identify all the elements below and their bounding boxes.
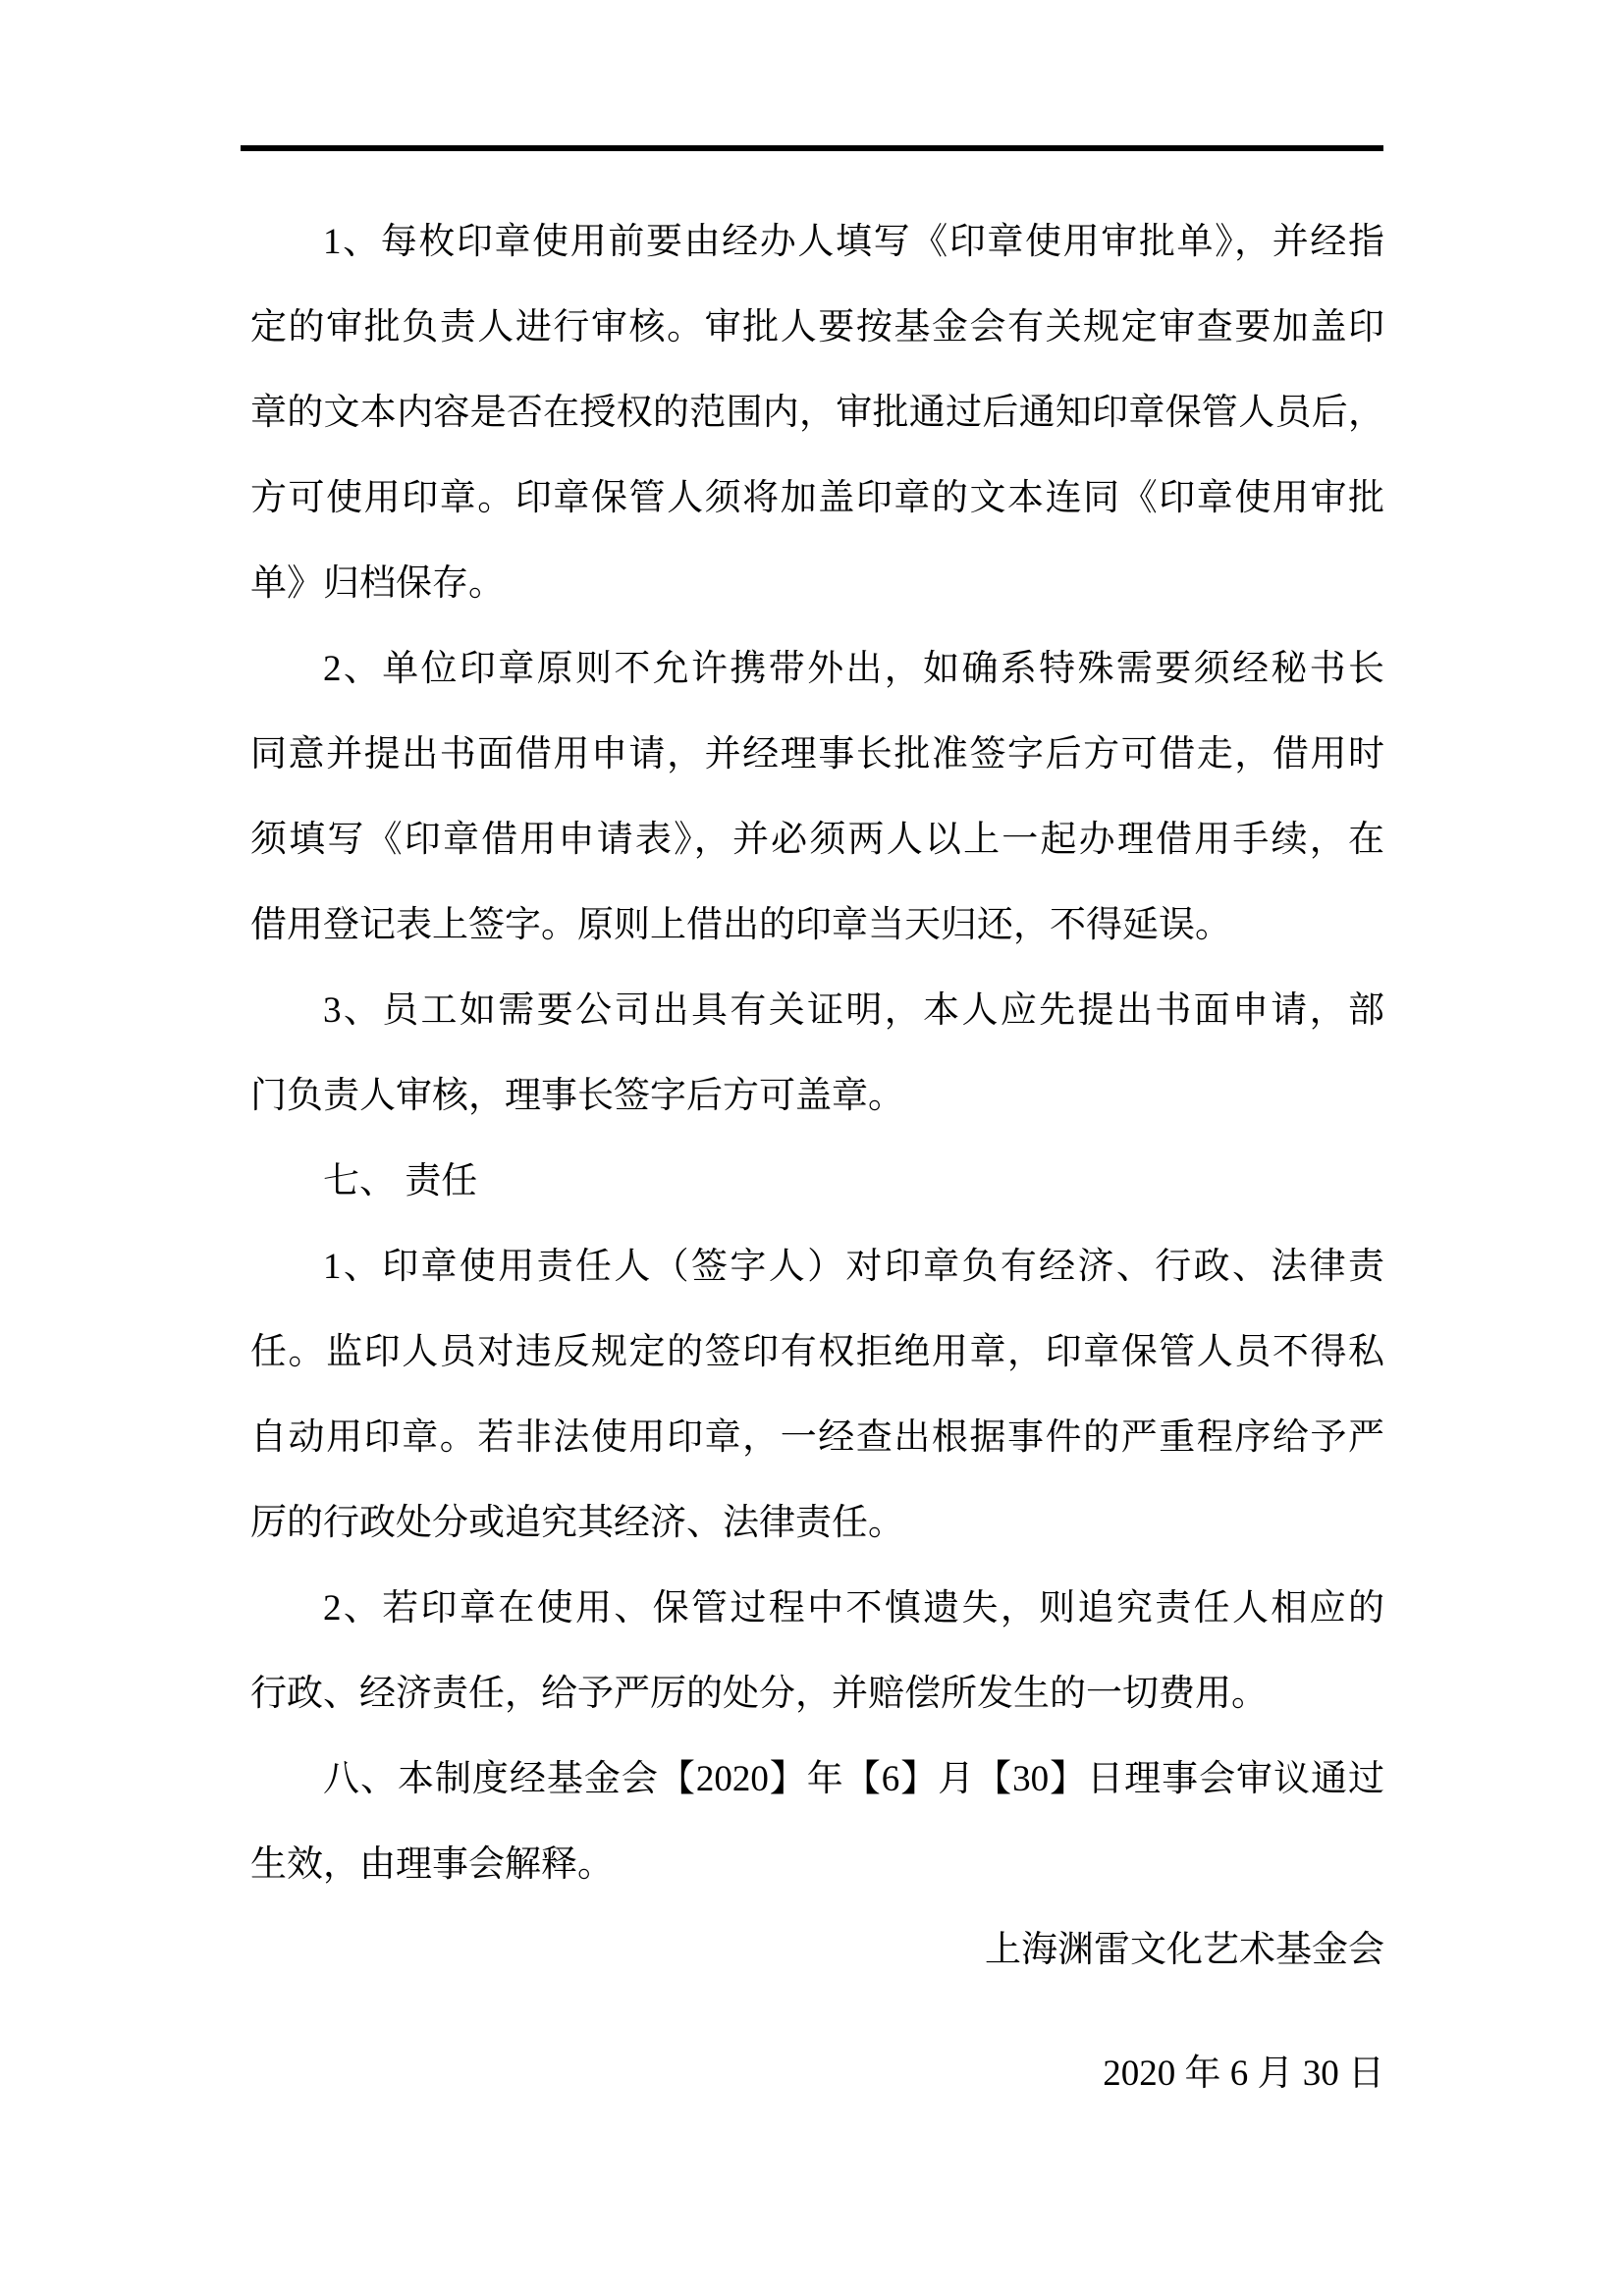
text-line: 2、单位印章原则不允许携带外出，如确系特殊需要须经秘书长 (323, 649, 1384, 689)
text-line: 2、若印章在使用、保管过程中不慎遗失，则追究责任人相应的 (323, 1588, 1384, 1629)
signature-date: 2020 年 6 月 30 日 (1103, 2054, 1384, 2094)
text-line: 单》归档保存。 (250, 563, 505, 604)
text-line: 任。监印人员对违反规定的签印有权拒绝用章，印章保管人员不得私 (250, 1332, 1384, 1372)
text-line: 3、员工如需要公司出具有关证明，本人应先提出书面申请，部 (323, 990, 1384, 1031)
text-line: 八、本制度经基金会【2020】年【6】月【30】日理事会审议通过 (323, 1759, 1384, 1799)
section-heading-7: 七、 责任 (323, 1161, 478, 1201)
text-line: 须填写《印章借用申请表》，并必须两人以上一起办理借用手续，在 (250, 820, 1384, 860)
signature-org: 上海渊雷文化艺术基金会 (985, 1930, 1384, 1970)
text-line: 行政、经济责任，给予严厉的处分，并赔偿所发生的一切费用。 (250, 1674, 1268, 1714)
document-body (250, 199, 1384, 2116)
header-rule (241, 145, 1383, 151)
text-line: 自动用印章。若非法使用印章，一经查出根据事件的严重程序给予严 (250, 1417, 1384, 1458)
text-line: 章的文本内容是否在授权的范围内，审批通过后通知印章保管人员后， (250, 393, 1384, 433)
text-line: 同意并提出书面借用申请，并经理事长批准签字后方可借走，借用时 (250, 734, 1384, 774)
text-line: 1、每枚印章使用前要由经办人填写《印章使用审批单》，并经指 (323, 222, 1384, 262)
text-line: 生效，由理事会解释。 (250, 1844, 614, 1885)
text-line: 借用登记表上签字。原则上借出的印章当天归还，不得延误。 (250, 905, 1231, 945)
text-line: 门负责人审核，理事长签字后方可盖章。 (250, 1076, 904, 1116)
text-line: 方可使用印章。印章保管人须将加盖印章的文本连同《印章使用审批 (250, 478, 1384, 518)
text-line: 1、印章使用责任人（签字人）对印章负有经济、行政、法律责 (323, 1247, 1384, 1287)
text-line: 厉的行政处分或追究其经济、法律责任。 (250, 1503, 904, 1543)
text-line: 定的审批负责人进行审核。审批人要按基金会有关规定审查要加盖印 (250, 307, 1384, 347)
